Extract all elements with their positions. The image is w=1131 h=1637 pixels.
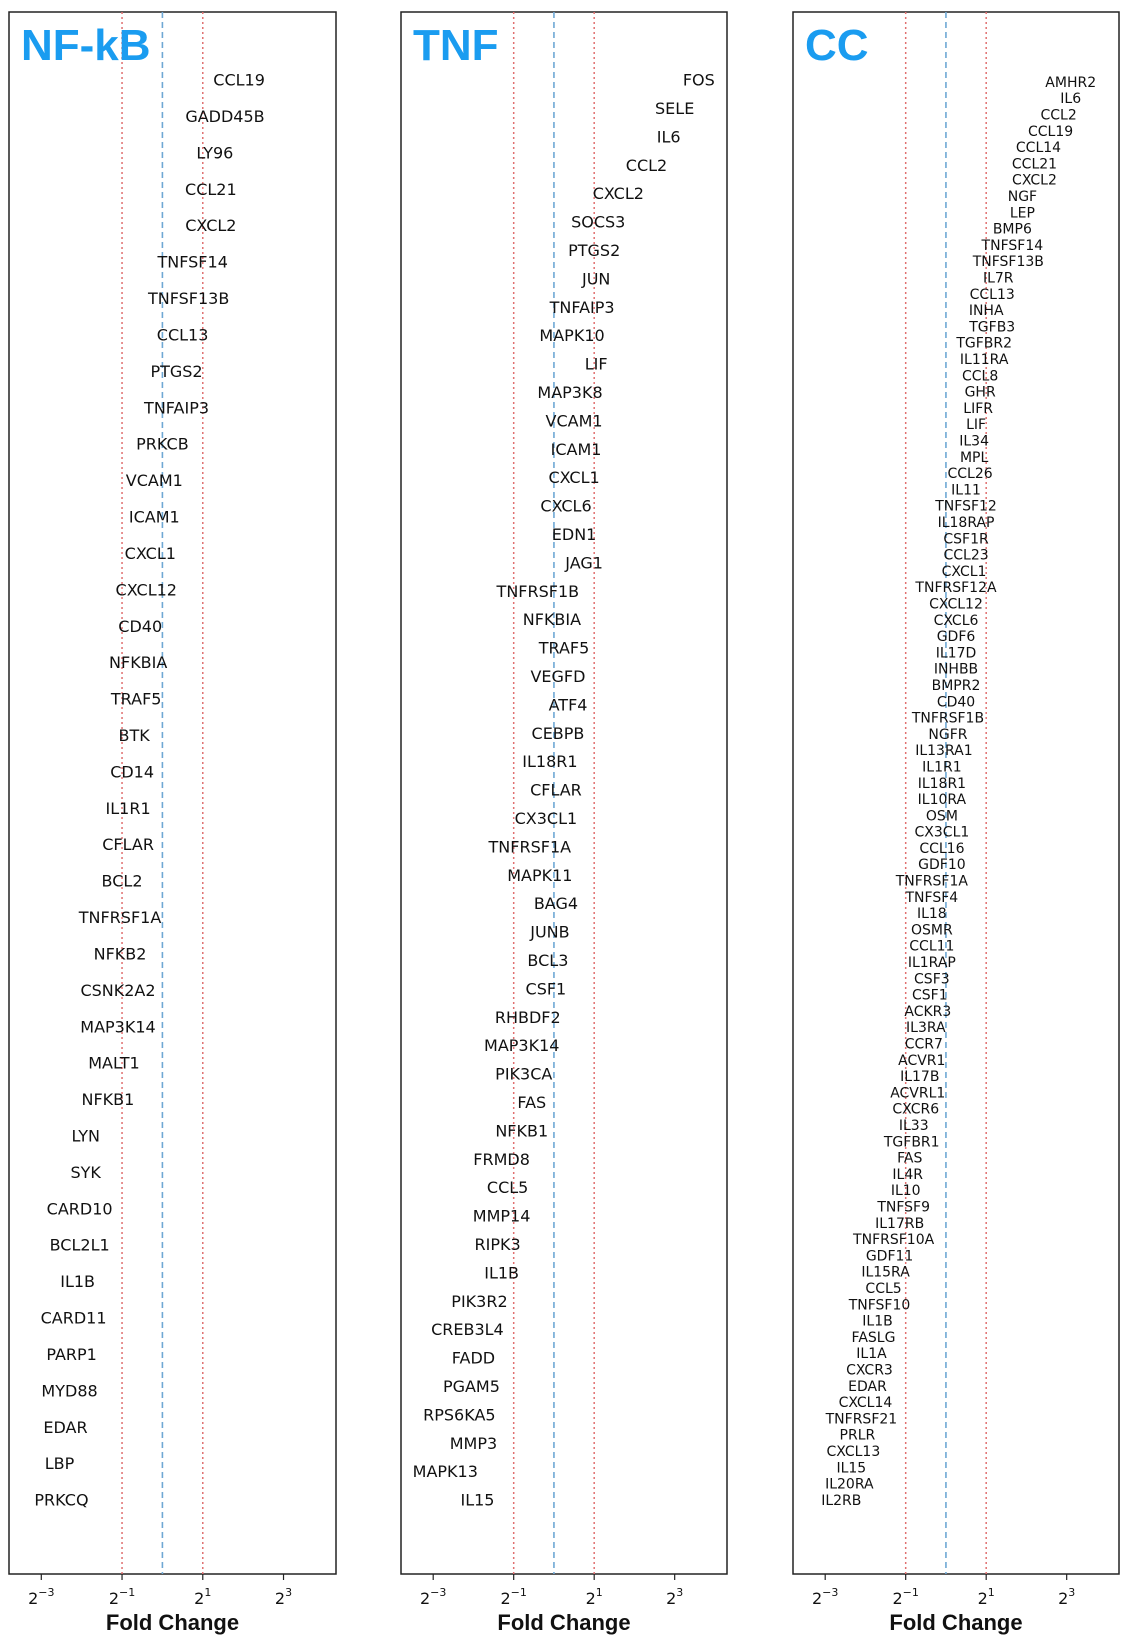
gene-label: FADD [451,1348,496,1368]
gene-label: INHBB [933,661,979,678]
gene-label: IL7R [982,270,1014,287]
gene-label: NFKB1 [81,1090,135,1110]
gene-label: TNFAIP3 [144,398,210,418]
gene-label: TNFSF14 [157,252,228,272]
x-tick-label: $2^1$ [977,1586,995,1608]
gene-label: CX3CL1 [914,824,970,841]
gene-label: PTGS2 [150,361,203,381]
gene-label: BCL2 [101,871,143,891]
gene-label: MAPK13 [412,1462,478,1482]
gene-label: SOCS3 [571,212,626,232]
panel-tnf [401,12,727,1635]
gene-label: TGFBR2 [956,335,1013,352]
gene-label: MMP14 [472,1206,531,1226]
panel-cc [793,12,1119,1635]
gene-label: IL18RAP [937,514,995,531]
gene-label: TGFBR1 [883,1134,940,1151]
gene-label: MAP3K14 [484,1036,560,1056]
gene-label: BCL2L1 [49,1235,110,1255]
gene-label: TNFSF10 [848,1297,911,1314]
gene-label: TNFSF13B [147,289,230,309]
gene-label: TNFRSF1B [496,581,580,601]
gene-label: BCL3 [527,951,569,970]
gene-label: CSF3 [914,971,950,988]
gene-label: PRLR [839,1427,876,1444]
gene-label: JAG1 [565,553,603,573]
gene-label: CXCL6 [933,612,979,629]
gene-label: CCL5 [486,1178,529,1198]
gene-label: MAP3K8 [537,383,603,402]
x-tick-label: $2^1$ [194,1586,212,1608]
gene-label: INHA [968,303,1004,320]
gene-label: CXCL1 [124,543,176,563]
gene-label: CARD10 [46,1199,113,1219]
gene-label: IL1B [60,1272,96,1292]
gene-label: TNFRSF1A [488,837,572,857]
gene-label: IL6 [656,127,681,147]
x-tick-label: $2^3$ [274,1586,293,1608]
gene-label: TRAF5 [538,638,590,658]
gene-label: OSM [925,808,958,825]
gene-label: IL1B [862,1313,893,1330]
gene-label: CXCL2 [1012,172,1057,189]
gene-label: CXCL12 [115,580,177,600]
gene-label: IL18R1 [522,752,578,772]
gene-label: IL20RA [825,1476,874,1493]
gene-label: GADD45B [185,107,265,127]
gene-label: IL18R1 [917,775,967,792]
gene-label: MMP3 [449,1433,498,1453]
gene-label: CCL13 [969,286,1015,303]
gene-label: IL1A [856,1346,887,1363]
gene-label: CCL16 [919,840,965,857]
gene-label: CFLAR [530,780,582,800]
gene-label: IL18 [916,906,947,923]
gene-label: LY96 [196,143,234,163]
gene-label: NFKBIA [109,653,168,673]
x-axis-label: Fold Change [105,1610,240,1635]
gene-label: CCL5 [865,1281,902,1298]
gene-label: IL2RB [821,1492,862,1509]
gene-label: CSF1 [525,979,567,999]
gene-label: EDN1 [551,525,597,544]
gene-label: CARD11 [40,1308,107,1328]
gene-label: GDF11 [865,1248,914,1265]
gene-label: FAS [517,1093,547,1112]
x-tick-label: $2^{-3}$ [28,1586,55,1608]
gene-label: MPL [959,449,989,466]
gene-label: IL17B [900,1069,940,1086]
gene-label: CCL11 [909,938,955,955]
gene-label: TNFSF9 [877,1199,931,1216]
gene-label: CCL26 [947,466,993,483]
gene-label: BTK [118,725,150,745]
gene-label: RPS6KA5 [423,1405,496,1425]
gene-label: MALT1 [88,1053,140,1073]
x-tick-label: $2^{-3}$ [419,1586,447,1608]
gene-label: GDF10 [918,857,966,874]
gene-label: ICAM1 [128,507,180,527]
gene-label: BMP6 [992,221,1032,238]
gene-label: JUNB [530,922,570,942]
gene-label: NFKB1 [495,1121,549,1141]
gene-label: IL15 [460,1490,495,1510]
gene-label: IL10RA [917,792,967,809]
gene-label: CXCR6 [892,1101,940,1118]
gene-label: CCL21 [185,179,237,199]
gene-label: CXCR3 [846,1362,893,1379]
gene-label: PIK3R2 [451,1291,508,1311]
gene-label: CSF1R [943,531,989,548]
gene-label: ACKR3 [904,1003,952,1020]
gene-label: IL10 [890,1183,921,1200]
gene-label: CEBPB [531,723,585,743]
gene-label: IL6 [1060,91,1082,108]
gene-label: CXCL12 [929,596,983,613]
gene-label: JUN [581,269,611,289]
gene-label: TNFAIP3 [549,297,615,317]
gene-label: CD40 [936,694,976,711]
gene-label: BMPR2 [931,677,981,694]
gene-label: SELE [655,99,695,118]
gene-label: TGFB3 [969,319,1016,336]
gene-label: TNFSF13B [972,254,1044,271]
gene-label: PIK3CA [495,1064,553,1084]
gene-label: ACVRL1 [890,1085,946,1102]
gene-label: CX3CL1 [514,809,578,828]
gene-label: IL15 [836,1460,867,1477]
x-axis-label: Fold Change [497,1610,631,1635]
gene-label: GHR [964,384,996,401]
gene-label: LIFR [963,400,993,417]
gene-label: CD14 [110,762,155,782]
gene-label: IL11 [951,482,981,499]
x-tick-label: $2^3$ [1058,1586,1076,1608]
gene-label: IL1R1 [105,798,151,818]
gene-label: RHBDF2 [494,1007,561,1027]
gene-label: FRMD8 [473,1149,530,1169]
gene-label: ATF4 [548,695,588,715]
x-tick-label: $2^1$ [585,1586,603,1608]
x-tick-label: $2^3$ [666,1586,684,1608]
gene-label: CCL19 [1027,123,1074,140]
gene-label: CSNK2A2 [80,980,156,1000]
gene-label: PTGS2 [568,241,621,260]
gene-label: IL11RA [959,351,1009,368]
panel-title: NF-kB [21,21,151,70]
gene-label: CSF1 [912,987,948,1004]
gene-label: CCR7 [904,1036,943,1053]
gene-label: MAP3K14 [80,1017,156,1037]
gene-label: EDAR [848,1378,887,1395]
x-axis-label: Fold Change [889,1610,1023,1635]
gene-label: CXCL2 [185,216,237,236]
gene-label: IL34 [959,433,989,450]
gene-label: CCL8 [962,368,999,385]
gene-label: TNFRSF1B [911,710,985,727]
gene-label: CXCL13 [826,1444,881,1461]
gene-label: VCAM1 [125,471,183,491]
gene-label: TNFSF12 [935,498,997,515]
gene-label: CCL14 [1015,140,1062,157]
gene-label: RIPK3 [474,1235,521,1254]
gene-label: CXCL1 [548,468,600,488]
x-tick-label: $2^{-1}$ [500,1586,527,1608]
gene-label: LBP [44,1454,75,1474]
gene-label: EDAR [43,1417,88,1437]
gene-label: ACVR1 [898,1052,946,1069]
gene-label: NFKBIA [522,610,582,630]
gene-label: TNFRSF1A [895,873,968,890]
x-tick-label: $2^{-1}$ [892,1586,919,1608]
gene-label: CD40 [118,616,163,636]
gene-label: IL13RA1 [915,743,973,760]
gene-label: CREB3L4 [431,1320,504,1340]
gene-label: CCL19 [213,70,265,90]
gene-label: AMHR2 [1045,74,1097,91]
gene-label: IL33 [898,1118,929,1135]
gene-label: IL1B [484,1263,520,1283]
gene-label: SYK [70,1162,101,1182]
gene-label: FAS [897,1150,923,1167]
plot-frame [9,12,336,1574]
gene-label: TNFRSF1A [78,908,162,928]
gene-label: VEGFD [530,667,586,686]
gene-label: VCAM1 [545,411,603,431]
gene-label: FASLG [851,1329,896,1346]
gene-label: IL1RAP [907,955,956,972]
gene-label: NGFR [928,726,968,743]
gene-label: GDF6 [936,629,976,646]
gene-label: CFLAR [102,835,154,855]
gene-label: PRKCB [136,434,189,454]
panel-title: CC [805,21,869,70]
gene-label: CCL13 [156,325,209,345]
gene-label: FOS [682,70,715,90]
panel-title: TNF [413,21,499,70]
gene-label: TNFSF4 [905,889,959,906]
gene-label: MYD88 [41,1381,98,1401]
gene-label: PGAM5 [442,1377,500,1396]
panel-nf-kb [9,12,336,1635]
gene-label: IL15RA [861,1264,910,1281]
gene-label: IL3RA [906,1020,946,1037]
gene-label: NGF [1007,188,1038,205]
gene-label: CCL21 [1011,156,1058,173]
gene-label: NFKB2 [93,944,147,964]
gene-label: TNFRSF10A [853,1232,935,1249]
gene-label: LYN [71,1126,100,1146]
gene-label: CCL23 [943,547,989,564]
gene-label: TNFRSF12A [915,580,997,597]
gene-label: BAG4 [533,894,579,914]
gene-label: CXCL2 [592,184,644,204]
gene-label: PRKCQ [34,1490,89,1510]
gene-label: LIF [584,354,608,374]
gene-label: IL1R1 [922,759,962,776]
x-tick-label: $2^{-1}$ [108,1586,136,1608]
gene-label: CXCL6 [540,496,592,516]
gene-label: IL17D [935,645,977,662]
gene-label: MAPK10 [539,326,605,346]
gene-label: TNFSF14 [981,237,1044,254]
gene-label: PARP1 [46,1344,97,1364]
gene-label: CXCL14 [838,1395,893,1412]
gene-label: TRAF5 [110,689,162,709]
gene-label: LEP [1009,205,1035,222]
gene-label: TNFRSF21 [825,1411,898,1428]
gene-label: IL4R [892,1166,923,1183]
gene-label: IL17RB [875,1215,925,1232]
gene-label: ICAM1 [550,439,602,459]
x-tick-label: $2^{-3}$ [811,1586,839,1608]
gene-label: LIF [966,417,987,434]
gene-label: MAPK11 [507,865,573,885]
gene-label: CCL2 [1040,107,1077,124]
gene-label: CCL2 [625,155,668,175]
gene-label: OSMR [910,922,953,939]
gene-label: CXCL1 [941,563,987,580]
